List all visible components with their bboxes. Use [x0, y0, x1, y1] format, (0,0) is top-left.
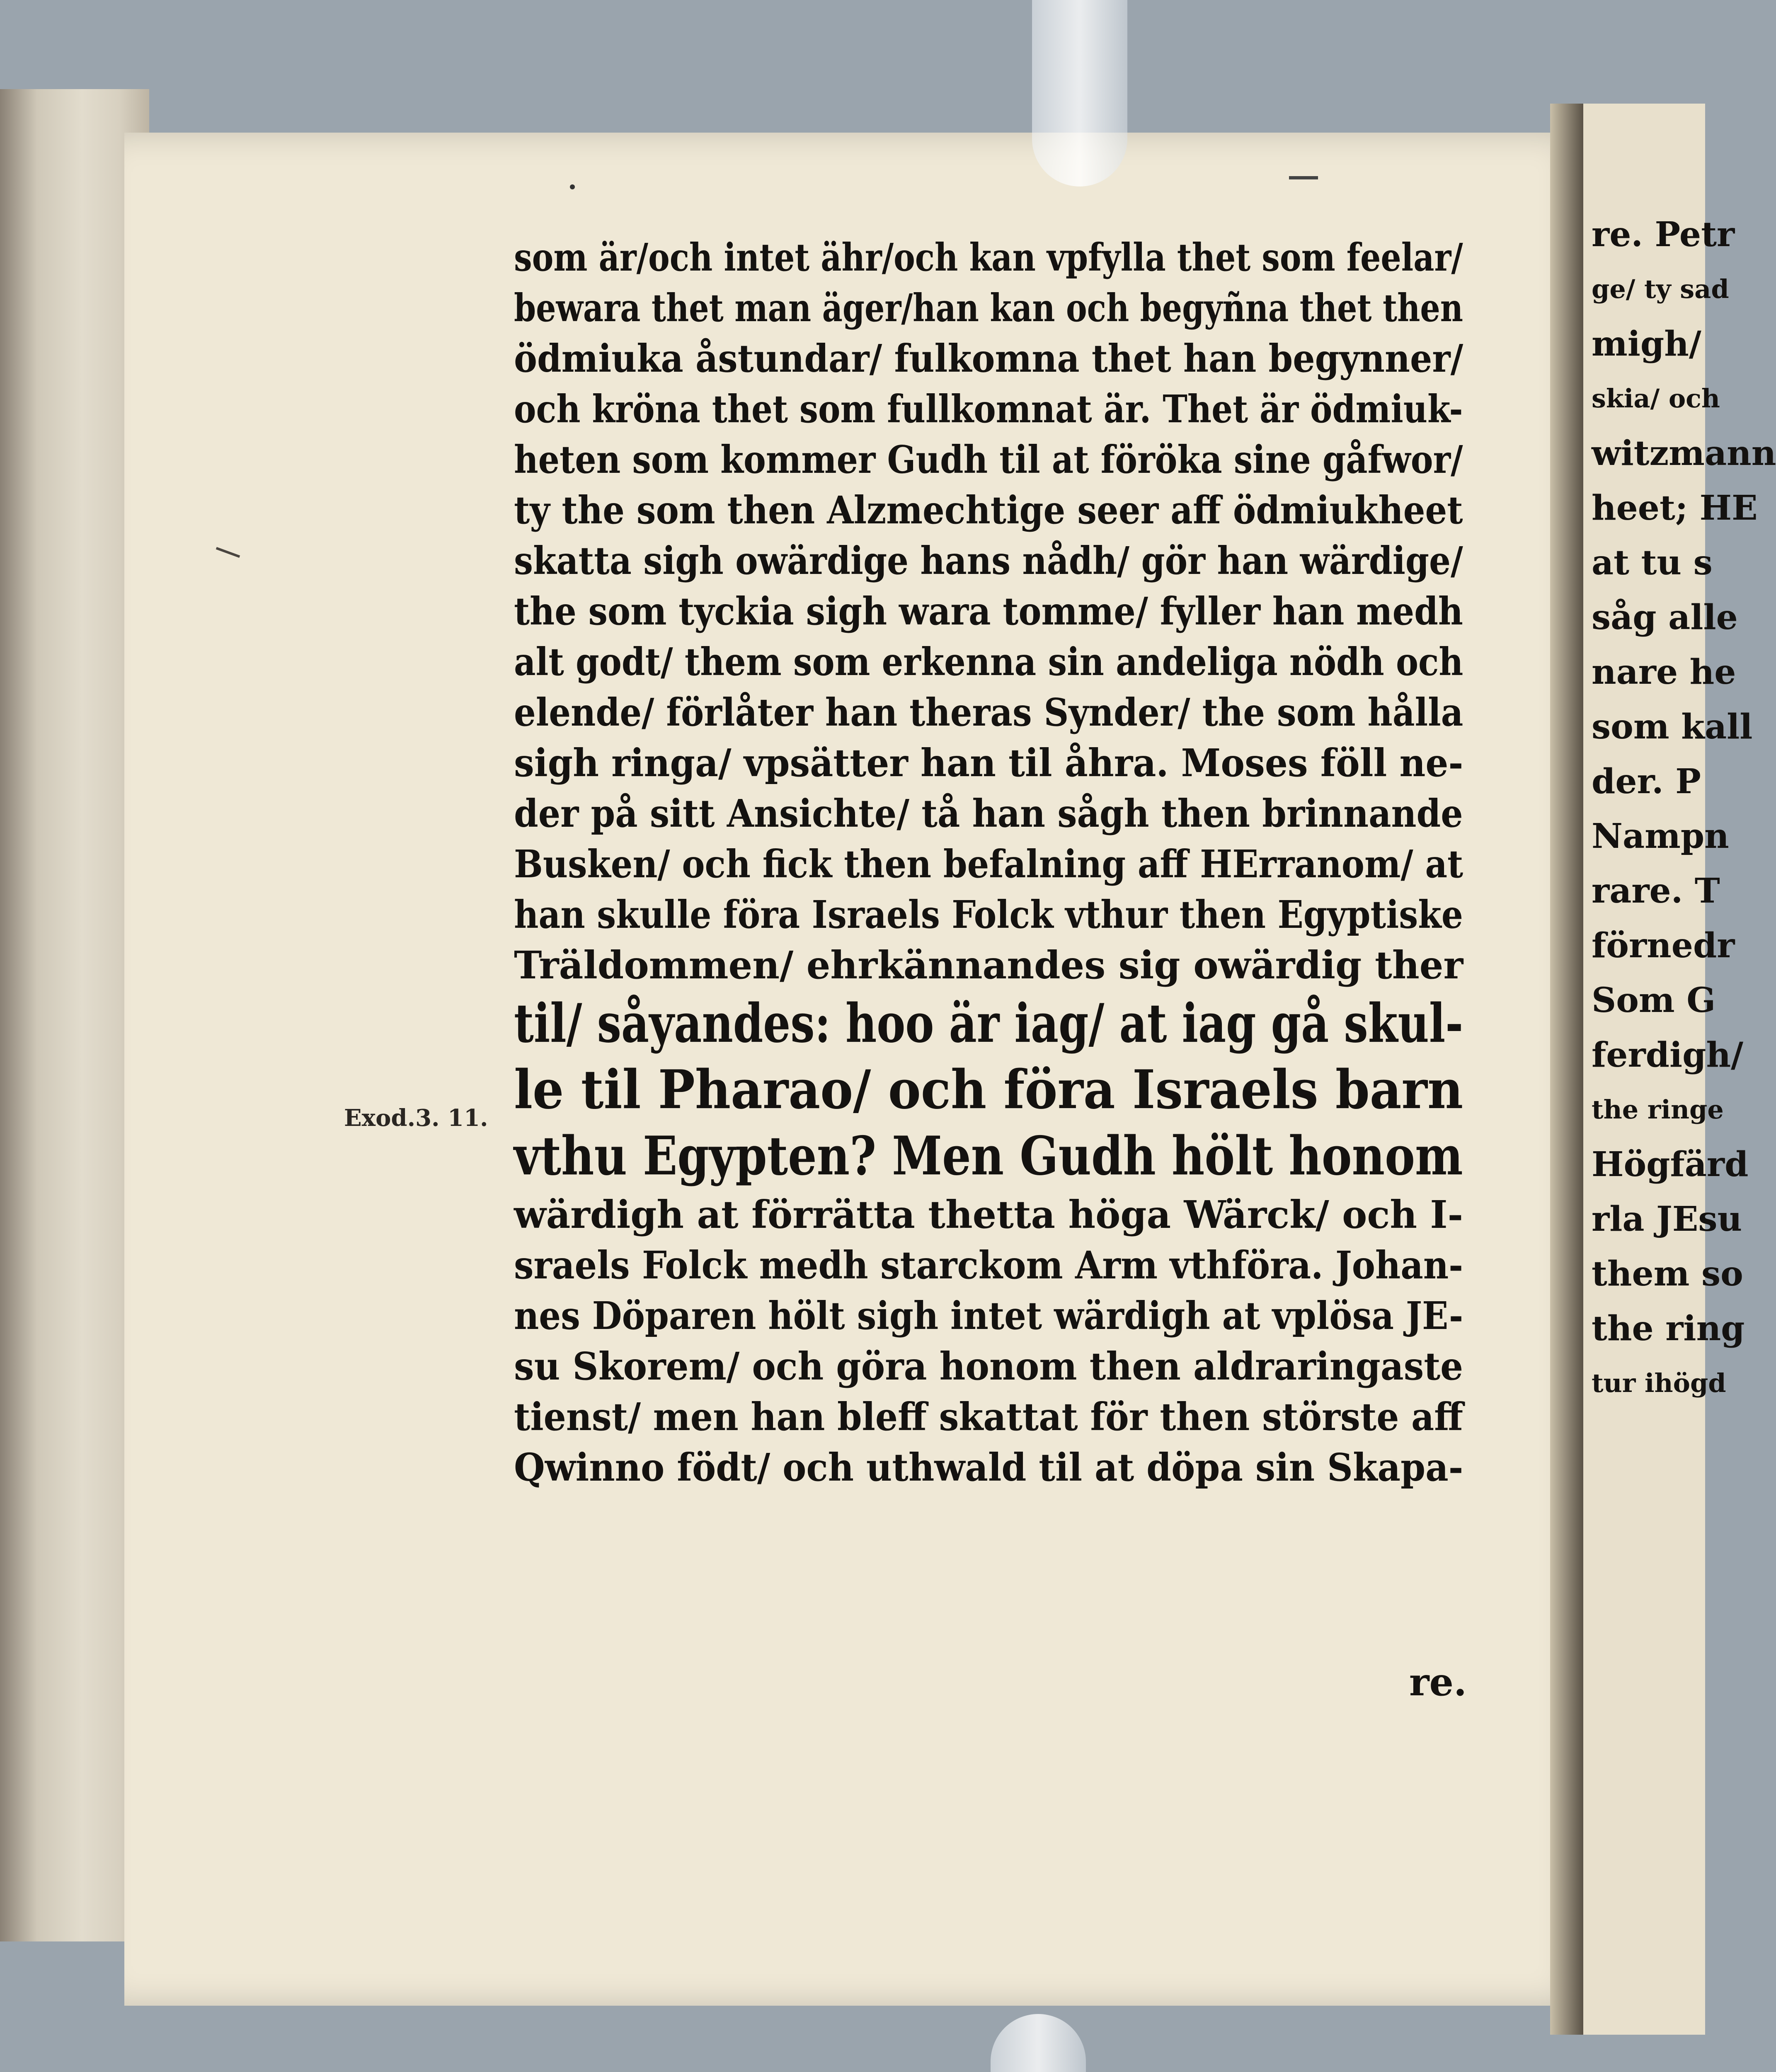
text-line-row [514, 283, 1463, 333]
text-line: skatta sigh owärdige hans nådh/ gör han wärdige/ [514, 538, 1463, 583]
text-line: heten som kommer Gudh til at föröka sine gåfwor/ [514, 437, 1463, 482]
right-page-line: nare he [1592, 652, 1736, 692]
right-page-line: ferdigh/ [1592, 1035, 1744, 1075]
right-page-line: at tu s [1592, 543, 1713, 583]
text-line-row [514, 889, 1463, 940]
text-line-row [514, 1290, 1463, 1341]
right-page-line: Nampn [1592, 816, 1729, 856]
text-line: nes Döparen hölt sigh intet wärdigh at vplösa JE- [514, 1293, 1463, 1338]
text-line: ty the som then Alzmechtige seer aff ödmiukheet [514, 488, 1463, 533]
text-line: elende/ förlåter han theras Synder/ the som hålla [514, 690, 1463, 735]
right-page-line: såg alle [1592, 598, 1738, 637]
text-line: su Skorem/ och göra honom then aldraringaste [514, 1344, 1463, 1389]
text-line-row [514, 738, 1463, 788]
text-line: tienst/ men han bleff skattat för then störste aff [514, 1394, 1463, 1439]
text-line: han skulle föra Israels Folck vthur then Egyptiske [514, 892, 1463, 937]
catchword: re. [1409, 1660, 1467, 1704]
text-line: och kröna thet som fullkomnat är. Thet är ödmiuk- [514, 387, 1463, 431]
right-page-line: them so [1592, 1254, 1743, 1294]
text-line-row [514, 384, 1463, 434]
margin-reference: Exod.3. 11. [344, 1104, 488, 1132]
right-page-line: Som G [1592, 980, 1716, 1020]
right-page-line: witzmann [1592, 433, 1776, 473]
quote-line-row [514, 1123, 1463, 1189]
text-line-row [514, 434, 1463, 485]
right-page-line: skia/ och [1592, 383, 1720, 414]
right-page-line: der. P [1592, 762, 1701, 801]
text-line: le til Pharao/ och föra Israels barn [514, 1059, 1463, 1121]
main-text-block [514, 232, 1463, 1493]
text-line-row [514, 687, 1463, 738]
text-line: til/ såyandes: hoo är iag/ at iag gå skul- [514, 992, 1463, 1055]
text-line: alt godt/ them som erkenna sin andeliga nödh och [514, 639, 1463, 684]
text-line: Qwinno födt/ och uthwald til at döpa sin Skapa- [514, 1445, 1463, 1490]
right-page-line: re. Petr [1592, 215, 1735, 254]
ink-mark [1289, 176, 1318, 179]
text-line-row [514, 1442, 1463, 1493]
right-page-line: Högfärd [1592, 1145, 1749, 1184]
book-clip-bottom [991, 2014, 1086, 2072]
right-page-line: som kall [1592, 707, 1753, 747]
text-line-row [514, 1240, 1463, 1290]
text-line-row [514, 586, 1463, 637]
text-line-row [514, 535, 1463, 586]
right-page-text [1592, 207, 1776, 1411]
right-page-line: rla JEsu [1592, 1199, 1742, 1239]
paragraph-quote [514, 990, 1463, 1189]
right-page-line: the ring [1592, 1309, 1745, 1348]
text-line-row [514, 1189, 1463, 1240]
book-clip-top [1032, 0, 1127, 186]
text-line: ödmiuka åstundar/ fulkomna thet han begynner/ [514, 336, 1463, 381]
text-line: bewara thet man äger/han kan och begyñna thet then [514, 286, 1463, 330]
paragraph-upper [514, 232, 1463, 990]
text-line-row [514, 788, 1463, 839]
text-line-row [514, 1341, 1463, 1392]
text-line: som är/och intet ähr/och kan vpfylla thet som feelar/ [514, 235, 1463, 280]
right-page-line: heet; HE [1592, 488, 1758, 528]
text-line-row [514, 333, 1463, 384]
text-line: sigh ringa/ vpsätter han til åhra. Moses föll ne- [514, 741, 1463, 785]
text-line: Träldommen/ ehrkännandes sig owärdig ther [514, 943, 1463, 988]
text-line: der på sitt Ansichte/ tå han sågh then brinnande [514, 791, 1463, 836]
right-page-line: rare. T [1592, 871, 1720, 911]
text-line-row [514, 232, 1463, 283]
text-line: wärdigh at förrätta thetta höga Wärck/ och I- [514, 1192, 1463, 1237]
text-line: the som tyckia sigh wara tomme/ fyller han medh [514, 589, 1463, 634]
right-page-line: the ringe [1592, 1094, 1724, 1125]
right-page-line: ge/ ty sad [1592, 274, 1729, 304]
text-line-row [514, 940, 1463, 990]
quote-line-row [514, 990, 1463, 1057]
text-line: sraels Folck medh starckom Arm vthföra. Johan- [514, 1243, 1463, 1288]
quote-line-row [514, 1057, 1463, 1123]
right-page-line: tur ihögd [1592, 1368, 1726, 1398]
right-page-line: förnedr [1592, 926, 1735, 966]
text-line-row [514, 839, 1463, 889]
right-page-line: migh/ [1592, 324, 1701, 364]
text-line: Busken/ och fick then befalning aff HErranom/ at [514, 842, 1463, 886]
text-line-row [514, 485, 1463, 535]
text-line: vthu Egypten? Men Gudh hölt honom [514, 1125, 1463, 1187]
text-line-row [514, 637, 1463, 687]
paragraph-lower [514, 1189, 1463, 1493]
text-line-row [514, 1392, 1463, 1442]
ink-dot [570, 184, 575, 189]
